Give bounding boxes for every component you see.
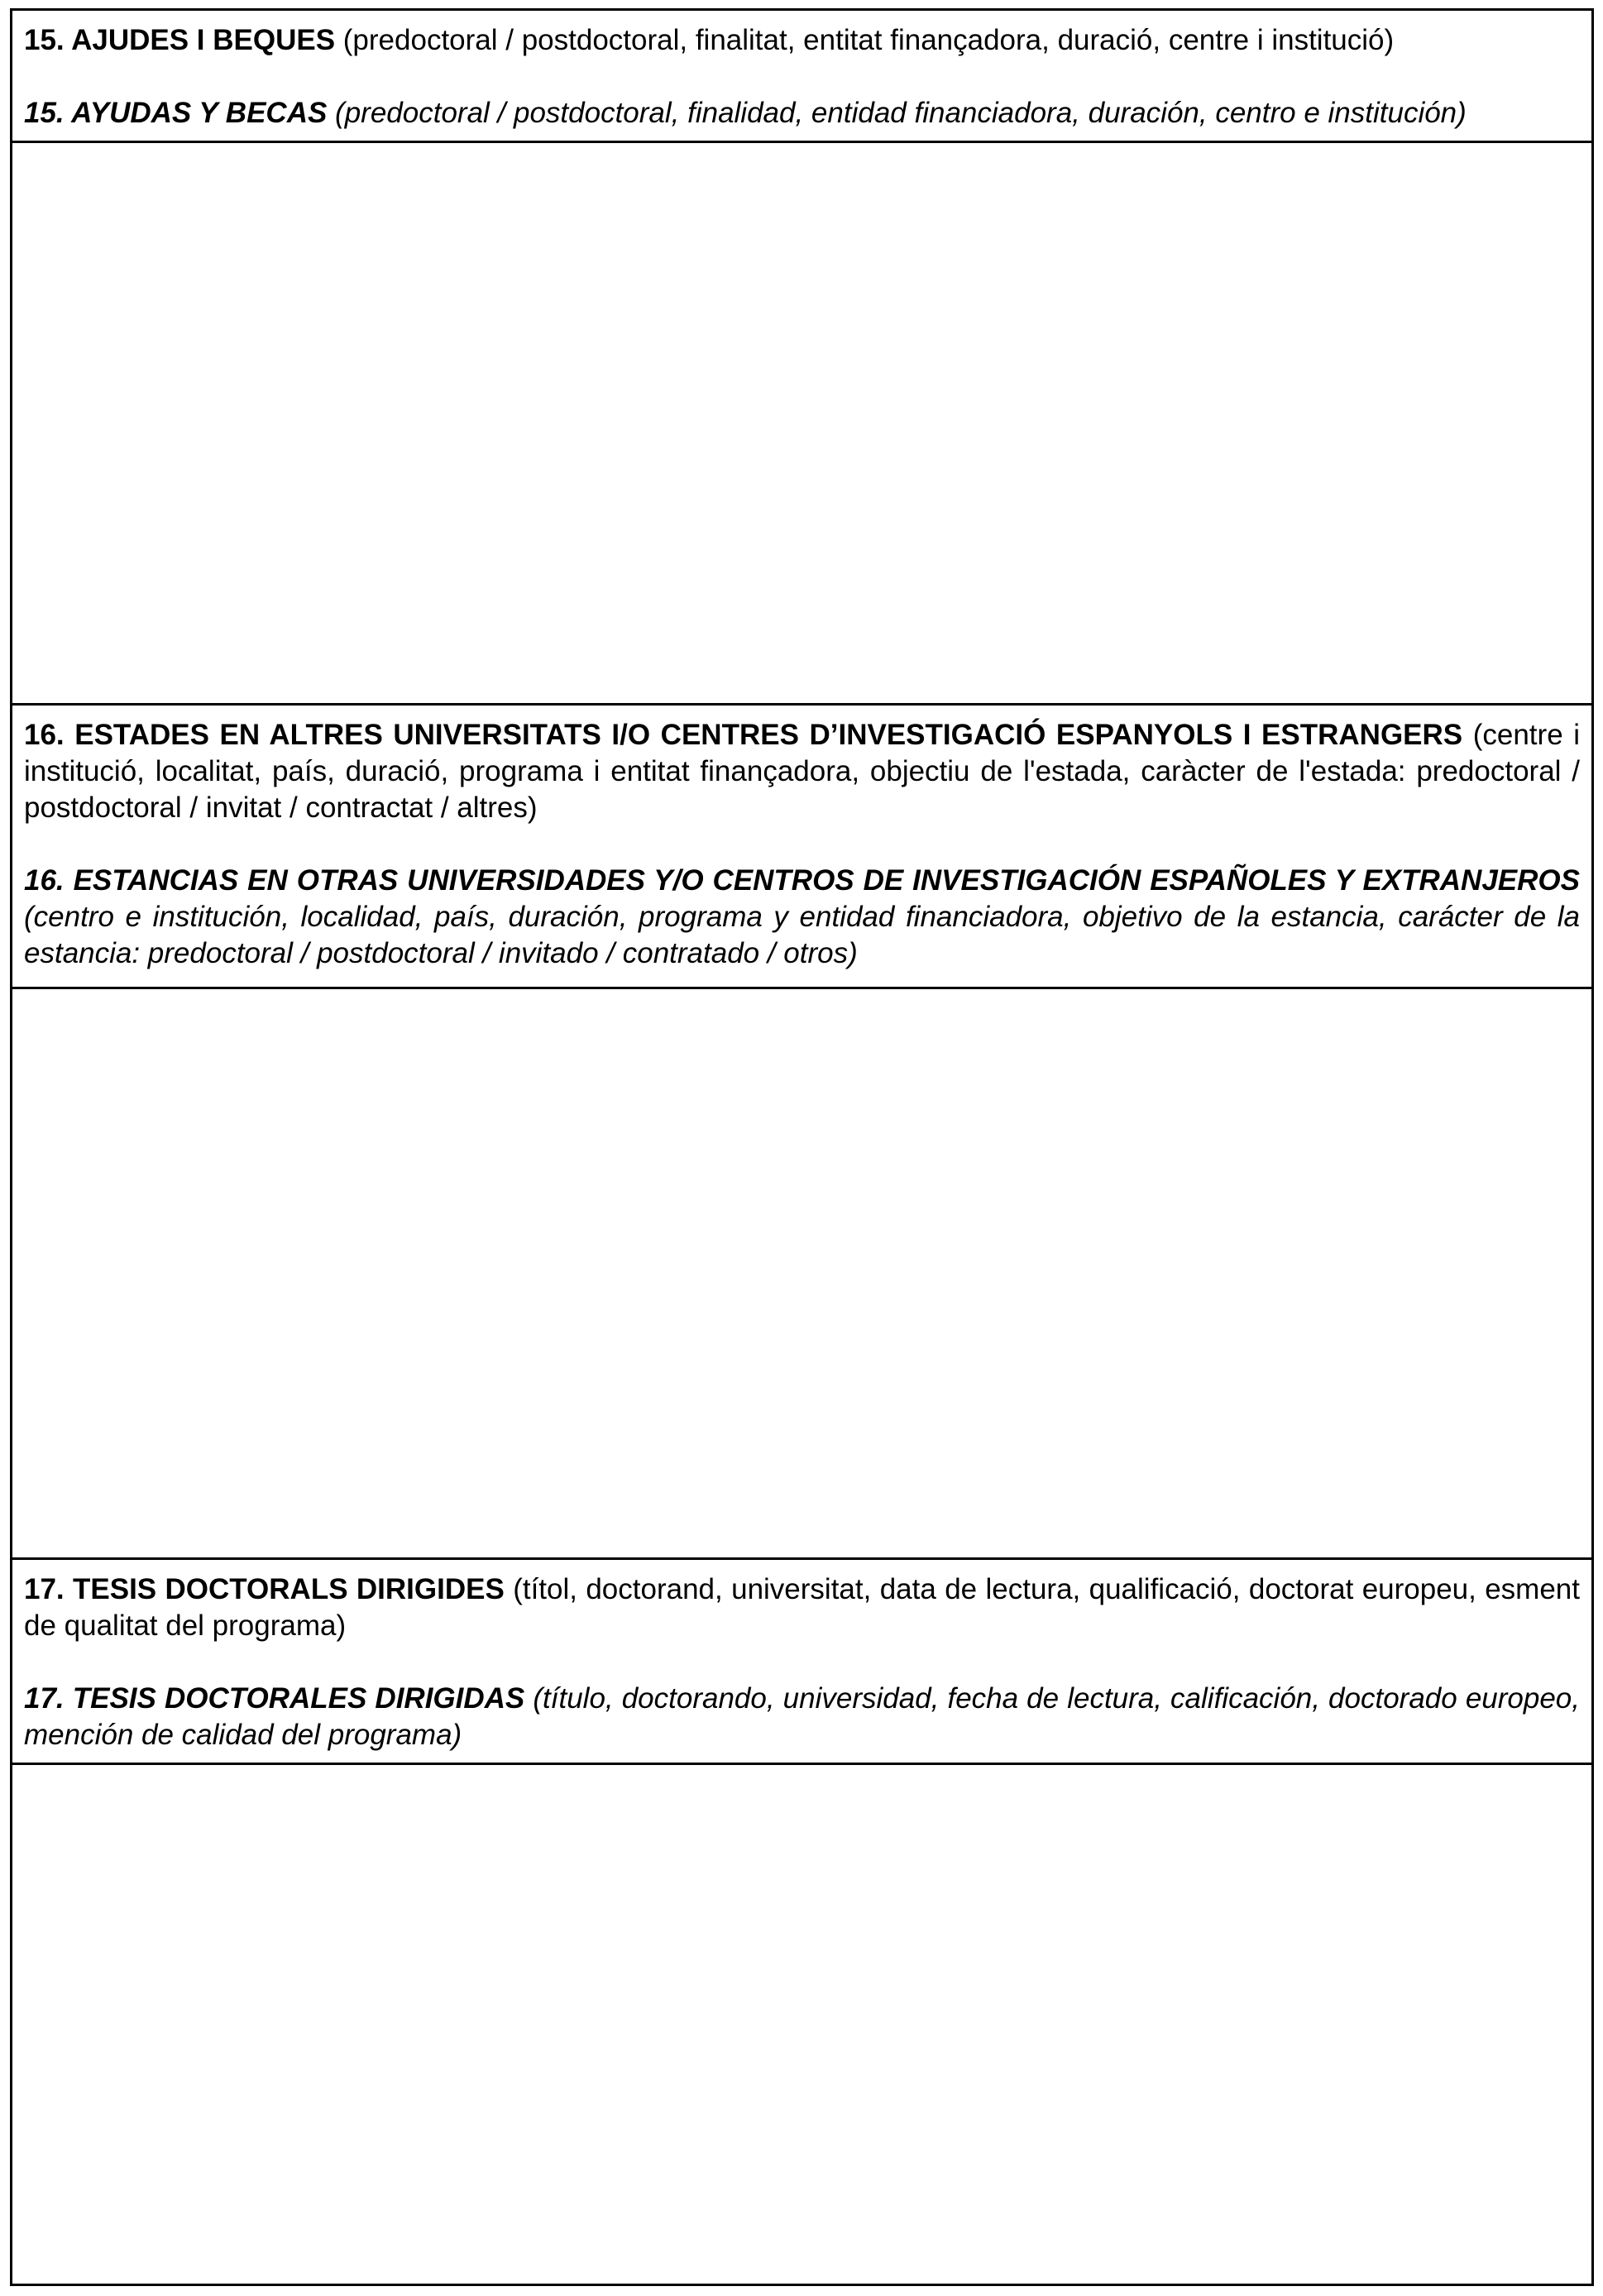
section-15-entry-area[interactable] xyxy=(12,143,1591,703)
section-16-catalan-desc: (centre i institució, localitat, país, duració, programa i entitat finançadora, objectiu de l'estada, caràcter de l'estada: predoctoral / postdoctoral / invitat / contractat / altres) xyxy=(24,719,1581,824)
section-17-spanish-title: 17. TESIS DOCTORALES DIRIGIDAS xyxy=(24,1682,525,1715)
section-17-entry-area[interactable] xyxy=(12,1765,1591,2284)
section-15-spanish xyxy=(24,95,1580,132)
section-16-spanish-desc: (centro e institución, localidad, país, duración, programa y entidad financiadora, objetivo de la estancia, carácter de la estancia: predoctoral / postdoctoral / invitado / contratado / otros) xyxy=(24,901,1580,969)
section-16-catalan-title: 16. ESTADES EN ALTRES UNIVERSITATS I/O CENTRES D’INVESTIGACIÓ ESPANYOLS I ESTRANGERS xyxy=(24,719,1463,751)
section-15-catalan-desc: (predoctoral / postdoctoral, finalitat, entitat finançadora, duració, centre i institució) xyxy=(335,24,1395,56)
section-17-catalan-desc: (títol, doctorand, universitat, data de lectura, qualificació, doctorat europeu, esment de qualitat del programa) xyxy=(24,1573,1580,1642)
section-16-spanish-title: 16. ESTANCIAS EN OTRAS UNIVERSIDADES Y/O CENTROS DE INVESTIGACIÓN ESPAÑOLES Y EXTRANJEROS xyxy=(24,864,1580,897)
section-15-catalan-title: 15. AJUDES I BEQUES xyxy=(24,24,336,56)
cv-form-table xyxy=(10,8,1594,2286)
section-15-catalan xyxy=(24,22,1580,59)
section-17-header xyxy=(12,1560,1591,1763)
section-15-spanish-title: 15. AYUDAS Y BECAS xyxy=(24,97,328,129)
section-15-spanish-desc: (predoctoral / postdoctoral, finalidad, entidad financiadora, duración, centro e institución) xyxy=(327,97,1467,129)
section-16-entry-area[interactable] xyxy=(12,989,1591,1557)
section-16-header xyxy=(12,706,1591,987)
section-16-spanish xyxy=(24,863,1580,972)
section-17-spanish-desc: (título, doctorando, universidad, fecha de lectura, calificación, doctorado europeo, mención de calidad del programa) xyxy=(24,1682,1580,1751)
section-17-spanish xyxy=(24,1681,1580,1753)
section-17-catalan xyxy=(24,1571,1580,1644)
section-15-header xyxy=(12,11,1591,141)
section-17-catalan-title: 17. TESIS DOCTORALS DIRIGIDES xyxy=(24,1573,505,1605)
section-16-catalan xyxy=(24,717,1580,826)
